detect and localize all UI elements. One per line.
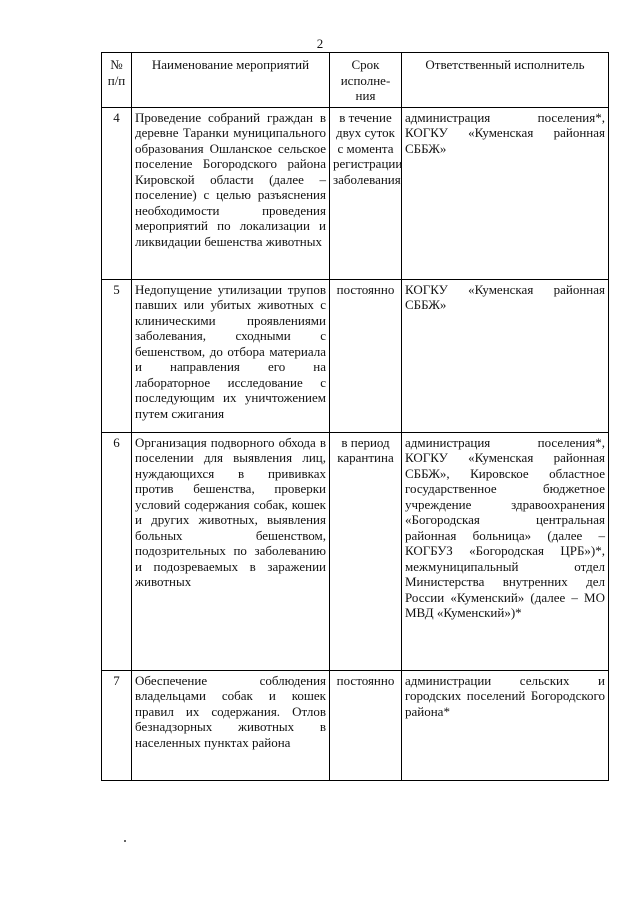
row-name: Обеспечение соблюдения владельцами собак и кошек правил их содержания. Отлов безнадзорных животных в населенных пунктах района (132, 670, 330, 780)
row-name: Организация подворного обхода в поселении для выявления лиц, нуждающихся в прививках против бешенства, проверки условий содержания собак, кошек и других животных, выявления больных бешенством, подозрительных по заболеванию и подозреваемых в заражении животных (132, 432, 330, 670)
header-name: Наименование мероприятий (132, 53, 330, 108)
header-resp: Ответственный исполнитель (402, 53, 609, 108)
row-resp: администрация поселения*, КОГКУ «Куменская районная СББЖ» (402, 107, 609, 279)
table-row (102, 432, 609, 670)
row-resp: администрации сельских и городских поселений Богородского района* (402, 670, 609, 780)
row-num: 7 (102, 670, 132, 780)
row-term: в период карантина (330, 432, 402, 670)
row-num: 5 (102, 279, 132, 432)
row-term: постоянно (330, 670, 402, 780)
row-name: Проведение собраний граждан в деревне Таранки муниципального образования Ошланское сельское поселение Богородского района Кировской области (далее – поселение) с целью разъяснения необходимости проведения мероприятий по локализации и ликвидации бешенства животных (132, 107, 330, 279)
page-number: 2 (316, 36, 324, 51)
header-num: № п/п (102, 53, 132, 108)
row-name: Недопущение утилизации трупов павших или убитых животных с клиническими проявлениями заболевания, сходными с бешенством, до отбора материала и направления его на лабораторное исследование с последующим их уничтожением путем сжигания (132, 279, 330, 432)
row-num: 6 (102, 432, 132, 670)
table-row (102, 279, 609, 432)
row-term: постоянно (330, 279, 402, 432)
row-resp: администрация поселения*, КОГКУ «Куменская районная СББЖ», Кировское областное государственное бюджетное учреждение здравоохранения «Богородская центральная районная больница» (далее – КОГБУЗ «Богородская ЦРБ»)*, межмуниципальный отдел Министерства внутренних дел России «Куменский» (далее – МО МВД «Куменский»)* (402, 432, 609, 670)
measures-table (101, 52, 609, 781)
row-resp: КОГКУ «Куменская районная СББЖ» (402, 279, 609, 432)
row-term: в течение двух суток с момента регистрации заболевания (330, 107, 402, 279)
scan-speck (124, 840, 126, 842)
table-row (102, 107, 609, 279)
header-term: Срок исполне-ния (330, 53, 402, 108)
table-header-row (102, 53, 609, 108)
row-num: 4 (102, 107, 132, 279)
table-row (102, 670, 609, 780)
